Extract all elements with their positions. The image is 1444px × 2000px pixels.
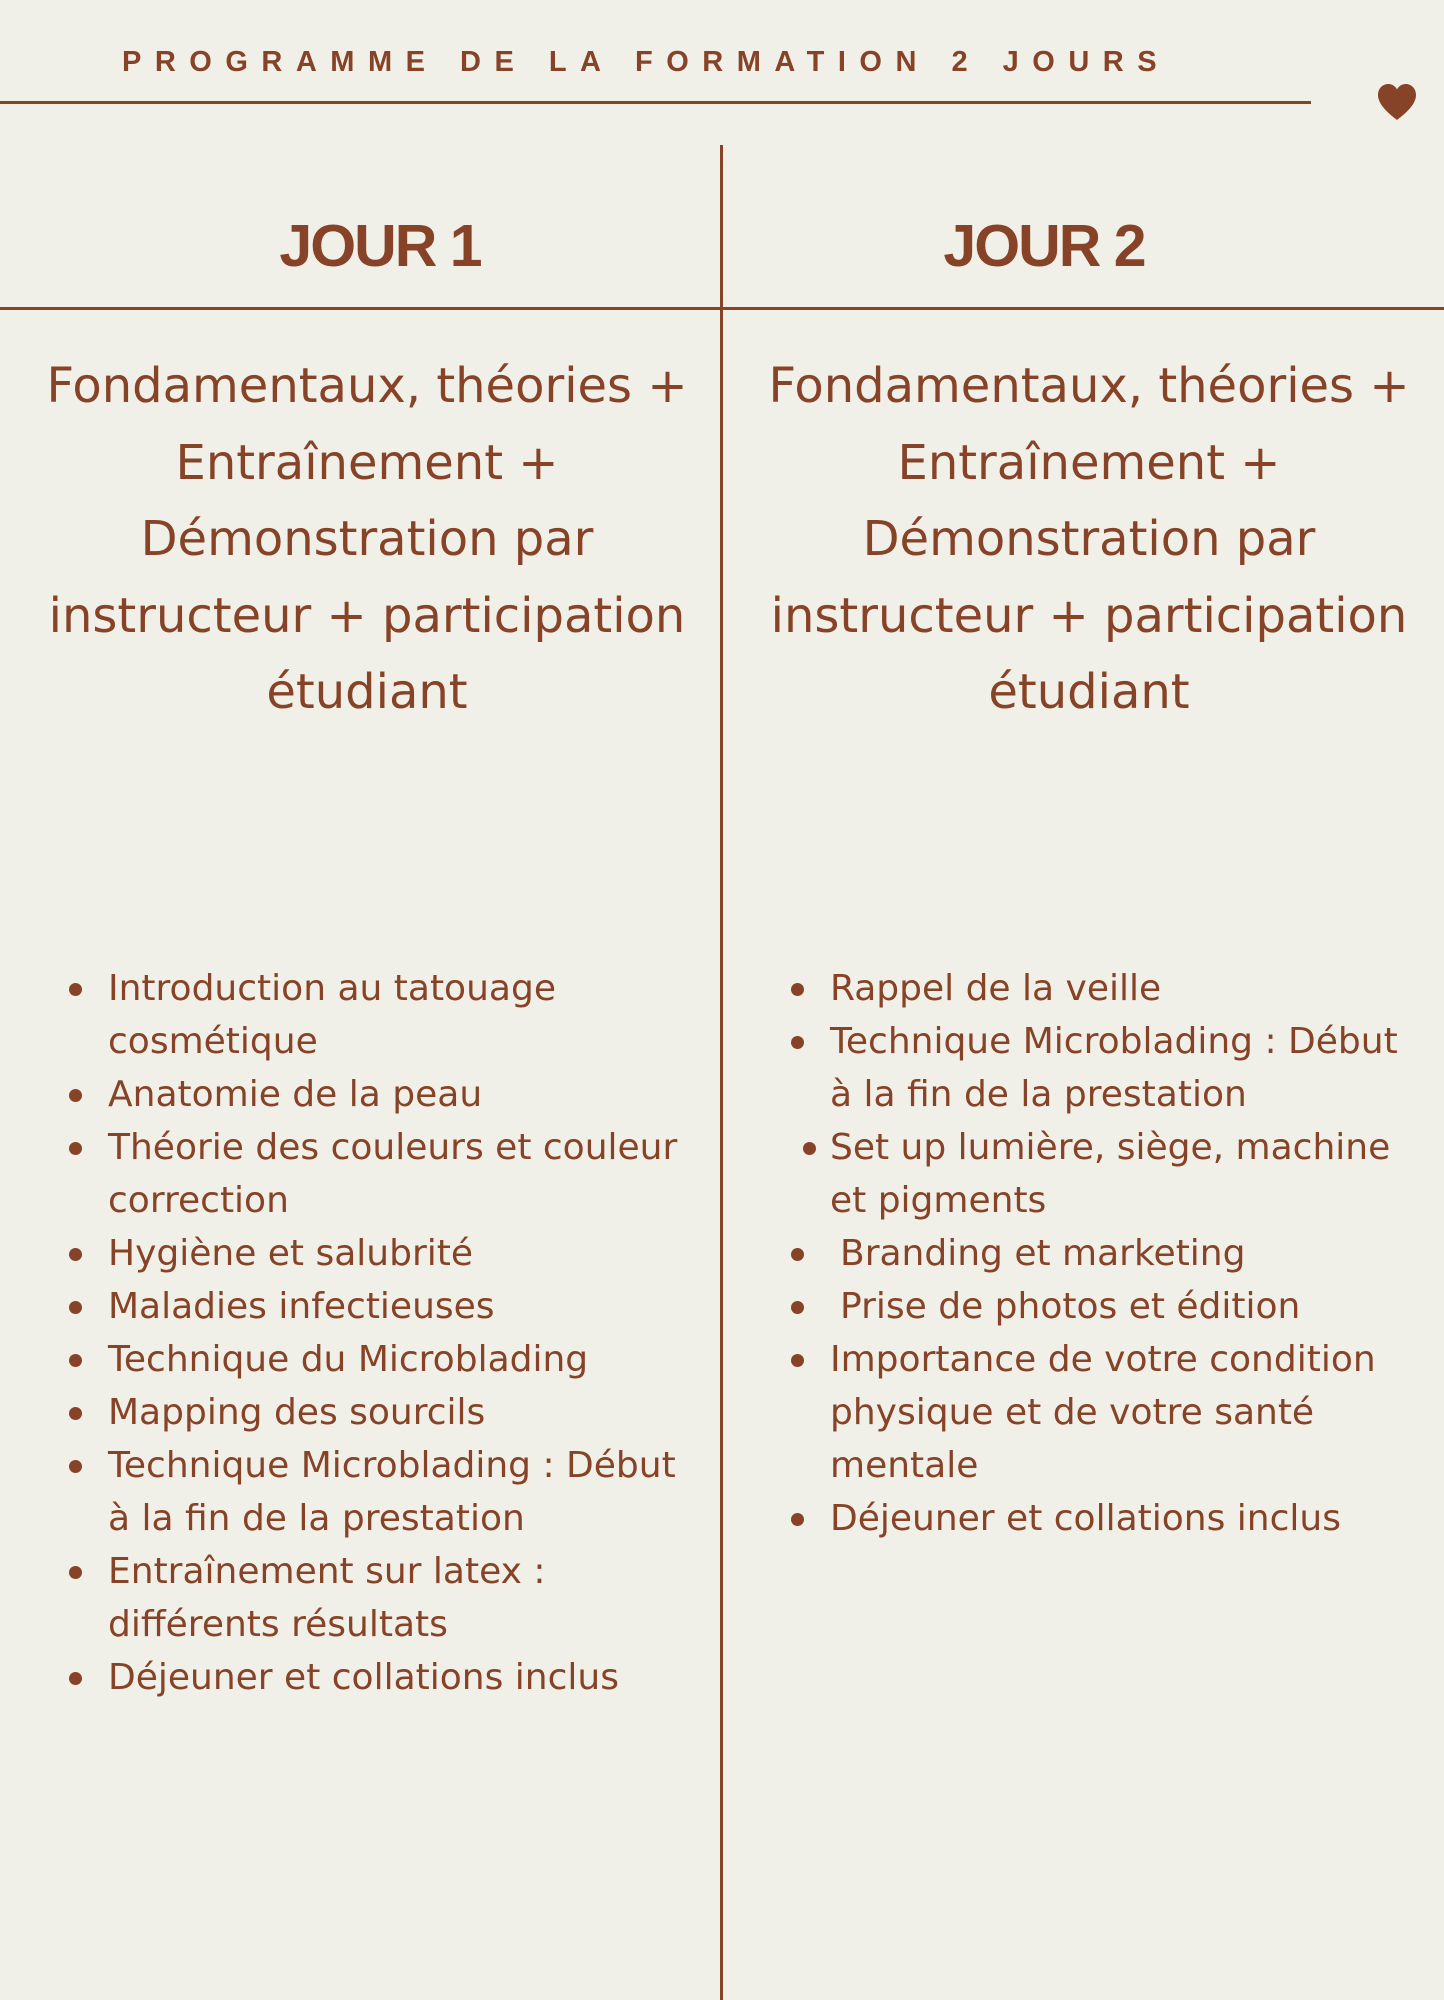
list-item: Importance de votre condition physique et de votre santé mentale	[830, 1333, 1430, 1492]
bullet-icon	[791, 1354, 804, 1367]
bullet-icon	[69, 1301, 82, 1314]
list-item: Technique Microblading : Début à la fin de la prestation	[108, 1439, 708, 1545]
column-divider	[720, 145, 723, 2000]
list-item: Hygiène et salubrité	[108, 1227, 708, 1280]
bullet-icon	[69, 1354, 82, 1367]
page-title: PROGRAMME DE LA FORMATION 2 JOURS	[122, 46, 1171, 78]
bullet-icon	[791, 1301, 804, 1314]
day-1-title: JOUR 1	[279, 213, 481, 279]
bullet-icon	[69, 1672, 82, 1685]
bullet-icon	[69, 1142, 82, 1155]
header-divider	[0, 101, 1311, 104]
list-item: Set up lumière, siège, machine et pigments	[830, 1121, 1430, 1227]
header-row-divider	[0, 307, 1444, 310]
day-1-summary: Fondamentaux, théories + Entraînement + Démonstration par instructeur + participation étudiant	[46, 358, 688, 720]
bullet-icon	[791, 983, 804, 996]
day-2-summary: Fondamentaux, théories + Entraînement + Démonstration par instructeur + participation étudiant	[768, 358, 1410, 720]
bullet-icon	[69, 983, 82, 996]
list-item: Anatomie de la peau	[108, 1068, 708, 1121]
list-item: Maladies infectieuses	[108, 1280, 708, 1333]
day-2-topic-list	[830, 962, 1430, 1545]
day-1-topic-list	[108, 962, 708, 1704]
list-item: Introduction au tatouage cosmétique	[108, 962, 708, 1068]
bullet-icon	[69, 1089, 82, 1102]
bullet-icon	[69, 1460, 82, 1473]
list-item: Théorie des couleurs et couleur correction	[108, 1121, 708, 1227]
list-item: Branding et marketing	[830, 1227, 1430, 1280]
bullet-icon	[791, 1248, 804, 1261]
list-item: Mapping des sourcils	[108, 1386, 708, 1439]
list-item: Technique Microblading : Début à la fin de la prestation	[830, 1015, 1430, 1121]
list-item: Rappel de la veille	[830, 962, 1430, 1015]
list-item: Technique du Microblading	[108, 1333, 708, 1386]
bullet-icon	[791, 1513, 804, 1526]
list-item: Entraînement sur latex : différents résultats	[108, 1545, 708, 1651]
list-item: Prise de photos et édition	[830, 1280, 1430, 1333]
bullet-icon	[69, 1407, 82, 1420]
heart-icon	[1376, 83, 1418, 121]
bullet-icon	[69, 1566, 82, 1579]
bullet-icon	[69, 1248, 82, 1261]
list-item: Déjeuner et collations inclus	[830, 1492, 1430, 1545]
day-2-title: JOUR 2	[943, 213, 1145, 279]
list-item: Déjeuner et collations inclus	[108, 1651, 708, 1704]
bullet-icon	[803, 1142, 816, 1155]
bullet-icon	[791, 1036, 804, 1049]
